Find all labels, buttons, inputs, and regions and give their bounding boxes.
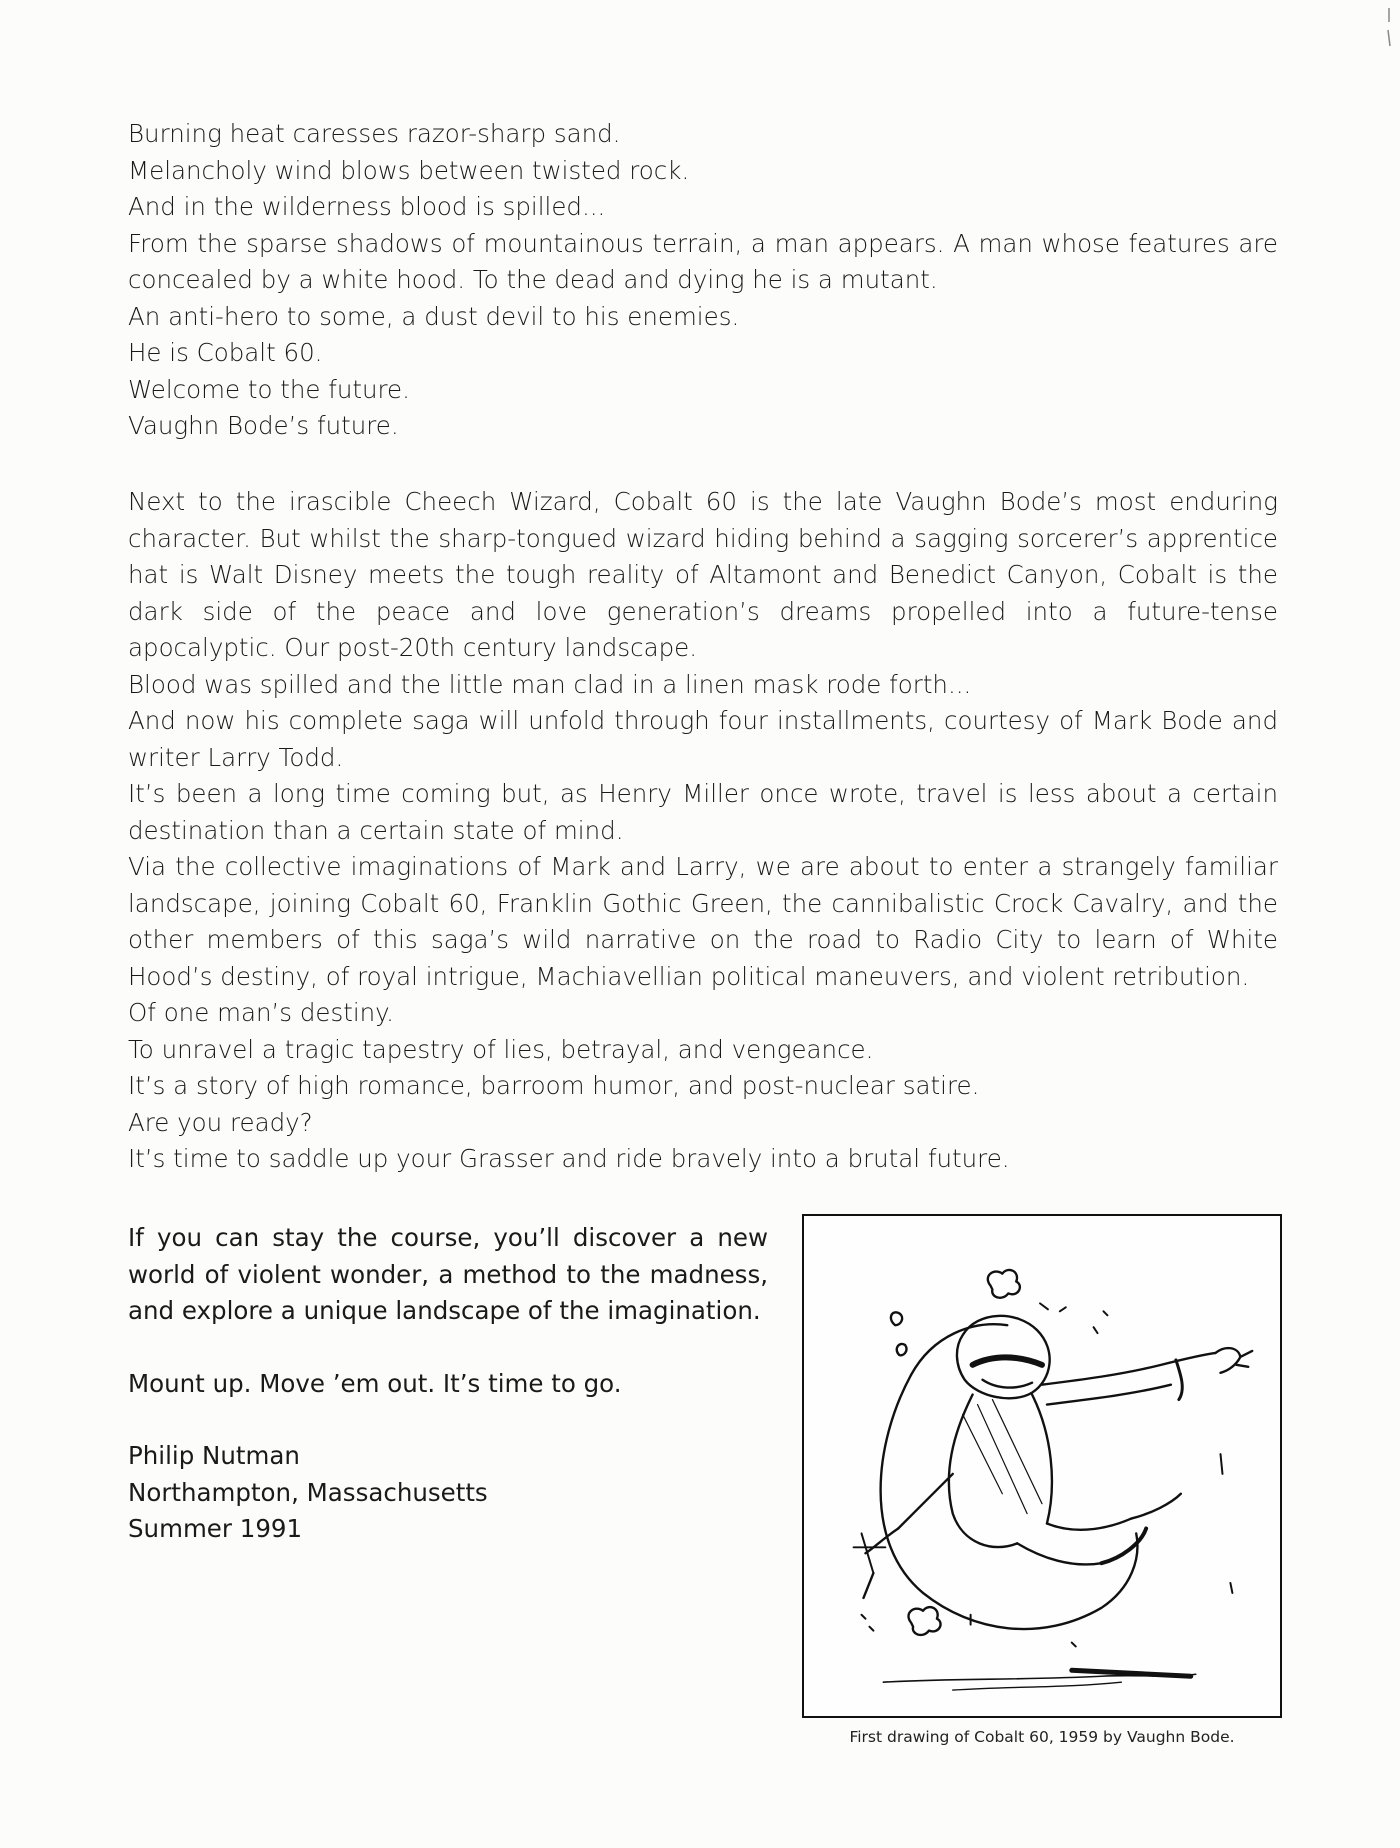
body-paragraph: Via the collective imaginations of Mark and Larry, we are about to enter a strangely familiar landscape, joining Cobalt 60, Franklin Gothic Green, the cannibalistic Crock Cavalry, and the other members of this saga’s wild narrative on the road to Radio City to learn of White Hood’s destiny, of royal intrigue, Machiavellian political maneuvers, and violent retribution. [128, 852, 1278, 991]
intro-line: Melancholy wind blows between twisted rock. [128, 155, 690, 185]
body-paragraph: Are you ready? [128, 1107, 313, 1137]
cobalt-sketch-illustration [804, 1216, 1280, 1716]
author-name: Philip Nutman [128, 1441, 300, 1470]
figure-caption: First drawing of Cobalt 60, 1959 by Vaughn Bode. [849, 1728, 1235, 1746]
body-paragraph: It’s time to saddle up your Grasser and ride bravely into a brutal future. [128, 1144, 1010, 1173]
author-date: Summer 1991 [128, 1514, 303, 1543]
body-paragraph: Of one man’s destiny. [128, 998, 394, 1027]
body-paragraph: To unravel a tragic tapestry of lies, betrayal, and vengeance. [128, 1034, 874, 1064]
intro-line: He is Cobalt 60. [128, 338, 323, 367]
intro-line: Burning heat caresses razor-sharp sand. [128, 119, 621, 148]
intro-line: Welcome to the future. [128, 374, 410, 404]
intro-line: Vaughn Bode’s future. [128, 411, 399, 440]
body-paragraph: Blood was spilled and the little man clad in a linen mask rode forth... [128, 669, 972, 699]
closing-paragraph: If you can stay the course, you’ll discover a new world of violent wonder, a method to the madness, and explore a unique landscape of the imagination. [128, 1223, 768, 1325]
intro-line: An anti-hero to some, a dust devil to his enemies. [128, 301, 740, 331]
page-edge-mark [1386, 8, 1392, 48]
signoff: Mount up. Move ’em out. It’s time to go. [128, 1368, 622, 1398]
sketch-figure [802, 1214, 1282, 1718]
body-paragraph: Next to the irascible Cheech Wizard, Cobalt 60 is the late Vaughn Bode’s most enduring character. But whilst the sharp-tongued wizard hiding behind a sagging sorcerer’s apprentice hat is Walt Disney meets the tough reality of Altamont and Benedict Canyon, Cobalt is the dark side of the peace and love generation’s dreams propelled into a future-tense apocalyptic. Our post-20th century landscape. [128, 487, 1278, 662]
closing-section [128, 1220, 768, 1548]
body-paragraph: It’s been a long time coming but, as Henry Miller once wrote, travel is less about a certain destination than a certain state of mind. [128, 779, 1278, 845]
body-paragraph: It’s a story of high romance, barroom humor, and post-nuclear satire. [128, 1071, 980, 1100]
intro-line: From the sparse shadows of mountainous terrain, a man appears. A man whose features are concealed by a white hood. To the dead and dying he is a mutant. [128, 228, 1278, 294]
body-section [128, 484, 1278, 1178]
intro-line: And in the wilderness blood is spilled... [128, 192, 606, 221]
intro-section [128, 116, 1278, 445]
body-paragraph: And now his complete saga will unfold through four installments, courtesy of Mark Bode and writer Larry Todd. [128, 706, 1278, 772]
author-location: Northampton, Massachusetts [128, 1477, 488, 1507]
